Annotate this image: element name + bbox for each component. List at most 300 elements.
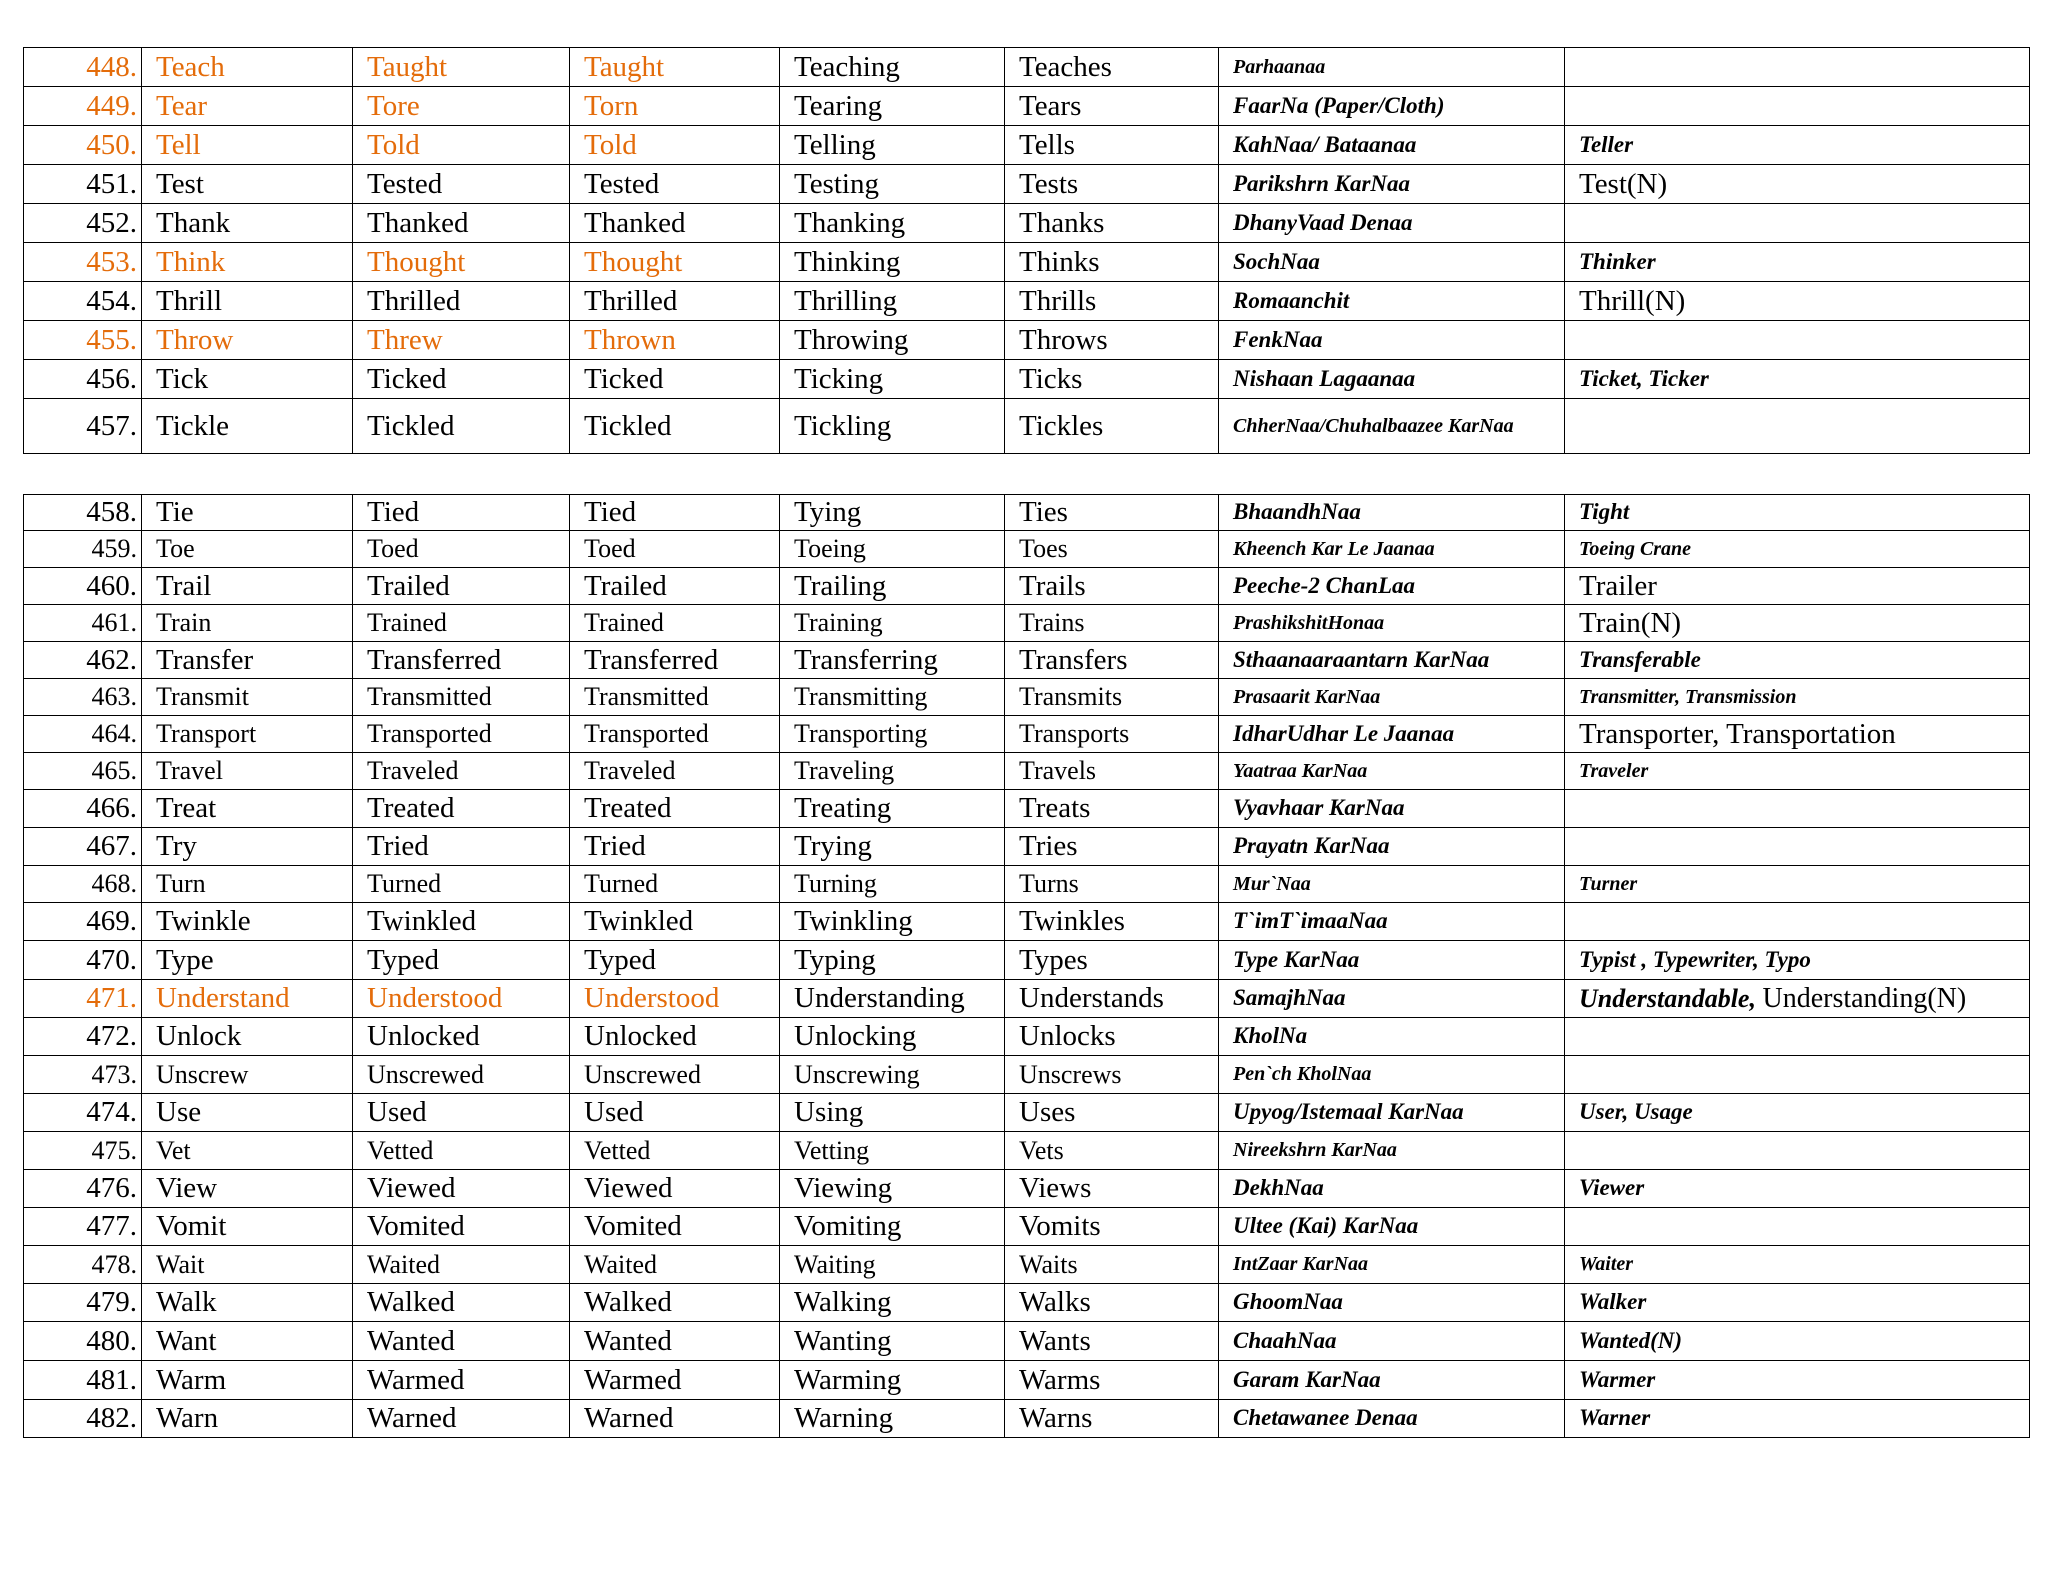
num-cell: 482. [24, 1400, 142, 1438]
verb-row [24, 753, 2030, 790]
present-participle-cell: Twinkling [780, 903, 1005, 941]
third-person-cell: Teaches [1005, 48, 1219, 87]
hindi-meaning-cell: Prasaarit KarNaa [1219, 679, 1565, 716]
hindi-meaning-cell: PrashikshitHonaa [1219, 605, 1565, 642]
past-tense-cell: Walked [353, 1284, 570, 1322]
hindi-meaning-cell: Kheench Kar Le Jaanaa [1219, 531, 1565, 568]
verb-row [24, 866, 2030, 903]
hindi-meaning-cell: IntZaar KarNaa [1219, 1246, 1565, 1284]
base-form-cell: Treat [142, 790, 353, 828]
third-person-cell: Trains [1005, 605, 1219, 642]
related-words-cell [1565, 980, 2030, 1018]
verb-row [24, 204, 2030, 243]
third-person-cell: Throws [1005, 321, 1219, 360]
hindi-meaning-cell: Parhaanaa [1219, 48, 1565, 87]
hindi-meaning-cell: FaarNa (Paper/Cloth) [1219, 87, 1565, 126]
related-words-cell: Transmitter, Transmission [1565, 679, 2030, 716]
num-cell: 479. [24, 1284, 142, 1322]
related-words-bold: Understandable, [1579, 983, 1756, 1013]
present-participle-cell: Thrilling [780, 282, 1005, 321]
hindi-meaning-cell: KholNa [1219, 1018, 1565, 1056]
verb-table-1 [23, 47, 2030, 454]
num-cell: 453. [24, 243, 142, 282]
hindi-meaning-cell: Ultee (Kai) KarNaa [1219, 1208, 1565, 1246]
past-participle-cell: Thanked [570, 204, 780, 243]
past-participle-cell: Vomited [570, 1208, 780, 1246]
verb-row [24, 980, 2030, 1018]
present-participle-cell: Tearing [780, 87, 1005, 126]
present-participle-cell: Unlocking [780, 1018, 1005, 1056]
past-participle-cell: Toed [570, 531, 780, 568]
hindi-meaning-cell: Pen`ch KholNaa [1219, 1056, 1565, 1094]
past-tense-cell: Told [353, 126, 570, 165]
verb-table-1-body [24, 48, 2030, 454]
past-participle-cell: Thrilled [570, 282, 780, 321]
hindi-meaning-cell: Nireekshrn KarNaa [1219, 1132, 1565, 1170]
related-words-cell: Trailer [1565, 568, 2030, 605]
num-cell: 465. [24, 753, 142, 790]
related-words-cell [1565, 204, 2030, 243]
past-tense-cell: Vomited [353, 1208, 570, 1246]
past-tense-cell: Unlocked [353, 1018, 570, 1056]
hindi-meaning-cell: Yaatraa KarNaa [1219, 753, 1565, 790]
third-person-cell: Understands [1005, 980, 1219, 1018]
base-form-cell: Vet [142, 1132, 353, 1170]
past-tense-cell: Warmed [353, 1361, 570, 1400]
verb-row [24, 1400, 2030, 1438]
third-person-cell: Transports [1005, 716, 1219, 753]
present-participle-cell: Vomiting [780, 1208, 1005, 1246]
past-participle-cell: Understood [570, 980, 780, 1018]
hindi-meaning-cell: ChherNaa/Chuhalbaazee KarNaa [1219, 399, 1565, 454]
hindi-meaning-cell: DhanyVaad Denaa [1219, 204, 1565, 243]
third-person-cell: Thinks [1005, 243, 1219, 282]
related-words-cell: Warner [1565, 1400, 2030, 1438]
related-words-cell: Turner [1565, 866, 2030, 903]
third-person-cell: Tears [1005, 87, 1219, 126]
base-form-cell: Use [142, 1094, 353, 1132]
third-person-cell: Warns [1005, 1400, 1219, 1438]
past-participle-cell: Transmitted [570, 679, 780, 716]
third-person-cell: Trails [1005, 568, 1219, 605]
past-tense-cell: Transferred [353, 642, 570, 679]
base-form-cell: Thank [142, 204, 353, 243]
third-person-cell: Transfers [1005, 642, 1219, 679]
hindi-meaning-cell: IdharUdhar Le Jaanaa [1219, 716, 1565, 753]
related-words-cell: Waiter [1565, 1246, 2030, 1284]
past-tense-cell: Taught [353, 48, 570, 87]
verb-row [24, 1094, 2030, 1132]
present-participle-cell: Testing [780, 165, 1005, 204]
verb-row [24, 828, 2030, 866]
verb-row [24, 495, 2030, 531]
verb-row [24, 360, 2030, 399]
past-tense-cell: Ticked [353, 360, 570, 399]
third-person-cell: Waits [1005, 1246, 1219, 1284]
base-form-cell: Tear [142, 87, 353, 126]
past-tense-cell: Vetted [353, 1132, 570, 1170]
past-tense-cell: Traveled [353, 753, 570, 790]
related-words-cell: Warmer [1565, 1361, 2030, 1400]
third-person-cell: Vomits [1005, 1208, 1219, 1246]
third-person-cell: Ticks [1005, 360, 1219, 399]
third-person-cell: Unlocks [1005, 1018, 1219, 1056]
past-tense-cell: Trailed [353, 568, 570, 605]
past-tense-cell: Turned [353, 866, 570, 903]
base-form-cell: Tie [142, 495, 353, 531]
base-form-cell: Unscrew [142, 1056, 353, 1094]
past-participle-cell: Tried [570, 828, 780, 866]
base-form-cell: Throw [142, 321, 353, 360]
hindi-meaning-cell: Type KarNaa [1219, 941, 1565, 980]
past-tense-cell: Thought [353, 243, 570, 282]
related-words-cell [1565, 1018, 2030, 1056]
related-words-cell: Tight [1565, 495, 2030, 531]
past-participle-cell: Viewed [570, 1170, 780, 1208]
base-form-cell: Want [142, 1322, 353, 1361]
past-tense-cell: Transported [353, 716, 570, 753]
third-person-cell: Tries [1005, 828, 1219, 866]
past-participle-cell: Walked [570, 1284, 780, 1322]
third-person-cell: Tells [1005, 126, 1219, 165]
third-person-cell: Thanks [1005, 204, 1219, 243]
related-words-cell [1565, 903, 2030, 941]
related-words-cell: Transporter, Transportation [1565, 716, 2030, 753]
base-form-cell: Trail [142, 568, 353, 605]
related-words-cell [1565, 1132, 2030, 1170]
past-tense-cell: Thrilled [353, 282, 570, 321]
present-participle-cell: Teaching [780, 48, 1005, 87]
related-words-cell: Wanted(N) [1565, 1322, 2030, 1361]
num-cell: 470. [24, 941, 142, 980]
related-words-cell: Thrill(N) [1565, 282, 2030, 321]
past-participle-cell: Unlocked [570, 1018, 780, 1056]
present-participle-cell: Transporting [780, 716, 1005, 753]
related-words-cell [1565, 828, 2030, 866]
hindi-meaning-cell: Upyog/Istemaal KarNaa [1219, 1094, 1565, 1132]
hindi-meaning-cell: Prayatn KarNaa [1219, 828, 1565, 866]
present-participle-cell: Thanking [780, 204, 1005, 243]
related-words-cell [1565, 87, 2030, 126]
base-form-cell: Thrill [142, 282, 353, 321]
hindi-meaning-cell: BhaandhNaa [1219, 495, 1565, 531]
hindi-meaning-cell: Parikshrn KarNaa [1219, 165, 1565, 204]
past-tense-cell: Treated [353, 790, 570, 828]
verb-row [24, 531, 2030, 568]
verb-row [24, 126, 2030, 165]
past-tense-cell: Tried [353, 828, 570, 866]
hindi-meaning-cell: GhoomNaa [1219, 1284, 1565, 1322]
base-form-cell: Train [142, 605, 353, 642]
past-tense-cell: Tested [353, 165, 570, 204]
hindi-meaning-cell: T`imT`imaaNaa [1219, 903, 1565, 941]
verb-row [24, 1208, 2030, 1246]
base-form-cell: Teach [142, 48, 353, 87]
past-tense-cell: Typed [353, 941, 570, 980]
present-participle-cell: Treating [780, 790, 1005, 828]
third-person-cell: Ties [1005, 495, 1219, 531]
hindi-meaning-cell: SochNaa [1219, 243, 1565, 282]
verb-row [24, 48, 2030, 87]
past-participle-cell: Tied [570, 495, 780, 531]
hindi-meaning-cell: FenkNaa [1219, 321, 1565, 360]
past-participle-cell: Wanted [570, 1322, 780, 1361]
num-cell: 448. [24, 48, 142, 87]
related-words-cell: Test(N) [1565, 165, 2030, 204]
present-participle-cell: Warming [780, 1361, 1005, 1400]
num-cell: 450. [24, 126, 142, 165]
base-form-cell: Travel [142, 753, 353, 790]
past-participle-cell: Ticked [570, 360, 780, 399]
base-form-cell: Test [142, 165, 353, 204]
base-form-cell: Turn [142, 866, 353, 903]
present-participle-cell: Walking [780, 1284, 1005, 1322]
hindi-meaning-cell: Garam KarNaa [1219, 1361, 1565, 1400]
related-words-cell: Ticket, Ticker [1565, 360, 2030, 399]
verb-row [24, 1361, 2030, 1400]
verb-row [24, 243, 2030, 282]
present-participle-cell: Tickling [780, 399, 1005, 454]
num-cell: 481. [24, 1361, 142, 1400]
present-participle-cell: Transmitting [780, 679, 1005, 716]
past-participle-cell: Vetted [570, 1132, 780, 1170]
verb-table-2-body [24, 495, 2030, 1438]
hindi-meaning-cell: Vyavhaar KarNaa [1219, 790, 1565, 828]
past-tense-cell: Tickled [353, 399, 570, 454]
hindi-meaning-cell: Peeche-2 ChanLaa [1219, 568, 1565, 605]
verb-row [24, 87, 2030, 126]
verb-row [24, 282, 2030, 321]
hindi-meaning-cell: DekhNaa [1219, 1170, 1565, 1208]
base-form-cell: Warn [142, 1400, 353, 1438]
verb-row [24, 1132, 2030, 1170]
base-form-cell: Think [142, 243, 353, 282]
verb-row [24, 1056, 2030, 1094]
present-participle-cell: Training [780, 605, 1005, 642]
base-form-cell: Wait [142, 1246, 353, 1284]
base-form-cell: Understand [142, 980, 353, 1018]
past-participle-cell: Warned [570, 1400, 780, 1438]
hindi-meaning-cell: SamajhNaa [1219, 980, 1565, 1018]
num-cell: 452. [24, 204, 142, 243]
past-participle-cell: Warmed [570, 1361, 780, 1400]
present-participle-cell: Waiting [780, 1246, 1005, 1284]
verb-row [24, 1284, 2030, 1322]
related-words-cell: Teller [1565, 126, 2030, 165]
related-words-cell: Viewer [1565, 1170, 2030, 1208]
num-cell: 467. [24, 828, 142, 866]
third-person-cell: Views [1005, 1170, 1219, 1208]
num-cell: 474. [24, 1094, 142, 1132]
verb-row [24, 321, 2030, 360]
past-tense-cell: Trained [353, 605, 570, 642]
past-participle-cell: Waited [570, 1246, 780, 1284]
present-participle-cell: Using [780, 1094, 1005, 1132]
present-participle-cell: Vetting [780, 1132, 1005, 1170]
past-participle-cell: Torn [570, 87, 780, 126]
past-participle-cell: Typed [570, 941, 780, 980]
hindi-meaning-cell: Chetawanee Denaa [1219, 1400, 1565, 1438]
base-form-cell: Walk [142, 1284, 353, 1322]
related-words-cell: Toeing Crane [1565, 531, 2030, 568]
num-cell: 460. [24, 568, 142, 605]
present-participle-cell: Traveling [780, 753, 1005, 790]
related-words-cell: Thinker [1565, 243, 2030, 282]
past-tense-cell: Unscrewed [353, 1056, 570, 1094]
base-form-cell: Unlock [142, 1018, 353, 1056]
hindi-meaning-cell: Romaanchit [1219, 282, 1565, 321]
hindi-meaning-cell: Mur`Naa [1219, 866, 1565, 903]
related-words-cell [1565, 399, 2030, 454]
present-participle-cell: Turning [780, 866, 1005, 903]
hindi-meaning-cell: KahNaa/ Bataanaa [1219, 126, 1565, 165]
past-participle-cell: Thrown [570, 321, 780, 360]
related-words-cell: User, Usage [1565, 1094, 2030, 1132]
past-tense-cell: Tied [353, 495, 570, 531]
num-cell: 462. [24, 642, 142, 679]
past-participle-cell: Trailed [570, 568, 780, 605]
past-participle-cell: Thought [570, 243, 780, 282]
num-cell: 477. [24, 1208, 142, 1246]
past-tense-cell: Threw [353, 321, 570, 360]
past-tense-cell: Waited [353, 1246, 570, 1284]
present-participle-cell: Warning [780, 1400, 1005, 1438]
base-form-cell: Warm [142, 1361, 353, 1400]
hindi-meaning-cell: Nishaan Lagaanaa [1219, 360, 1565, 399]
present-participle-cell: Viewing [780, 1170, 1005, 1208]
past-participle-cell: Trained [570, 605, 780, 642]
present-participle-cell: Tying [780, 495, 1005, 531]
related-words-plain: Understanding(N) [1762, 982, 1967, 1014]
past-tense-cell: Viewed [353, 1170, 570, 1208]
present-participle-cell: Thinking [780, 243, 1005, 282]
num-cell: 454. [24, 282, 142, 321]
base-form-cell: Tell [142, 126, 353, 165]
num-cell: 464. [24, 716, 142, 753]
base-form-cell: Tick [142, 360, 353, 399]
related-words-cell: Typist , Typewriter, Typo [1565, 941, 2030, 980]
third-person-cell: Wants [1005, 1322, 1219, 1361]
past-participle-cell: Twinkled [570, 903, 780, 941]
past-participle-cell: Tested [570, 165, 780, 204]
past-tense-cell: Wanted [353, 1322, 570, 1361]
num-cell: 456. [24, 360, 142, 399]
present-participle-cell: Ticking [780, 360, 1005, 399]
past-tense-cell: Warned [353, 1400, 570, 1438]
hindi-meaning-cell: Sthaanaaraantarn KarNaa [1219, 642, 1565, 679]
present-participle-cell: Telling [780, 126, 1005, 165]
verb-row [24, 679, 2030, 716]
related-words-cell [1565, 48, 2030, 87]
past-tense-cell: Used [353, 1094, 570, 1132]
third-person-cell: Vets [1005, 1132, 1219, 1170]
present-participle-cell: Transferring [780, 642, 1005, 679]
past-participle-cell: Transported [570, 716, 780, 753]
num-cell: 449. [24, 87, 142, 126]
past-participle-cell: Transferred [570, 642, 780, 679]
num-cell: 471. [24, 980, 142, 1018]
past-participle-cell: Told [570, 126, 780, 165]
third-person-cell: Turns [1005, 866, 1219, 903]
num-cell: 469. [24, 903, 142, 941]
base-form-cell: Toe [142, 531, 353, 568]
verb-row [24, 1322, 2030, 1361]
present-participle-cell: Unscrewing [780, 1056, 1005, 1094]
verb-row [24, 790, 2030, 828]
third-person-cell: Tickles [1005, 399, 1219, 454]
verb-row [24, 568, 2030, 605]
base-form-cell: Try [142, 828, 353, 866]
third-person-cell: Thrills [1005, 282, 1219, 321]
base-form-cell: Tickle [142, 399, 353, 454]
past-tense-cell: Tore [353, 87, 570, 126]
past-participle-cell: Taught [570, 48, 780, 87]
num-cell: 476. [24, 1170, 142, 1208]
present-participle-cell: Typing [780, 941, 1005, 980]
num-cell: 455. [24, 321, 142, 360]
third-person-cell: Uses [1005, 1094, 1219, 1132]
base-form-cell: Vomit [142, 1208, 353, 1246]
num-cell: 458. [24, 495, 142, 531]
past-tense-cell: Understood [353, 980, 570, 1018]
verb-row [24, 642, 2030, 679]
past-participle-cell: Unscrewed [570, 1056, 780, 1094]
related-words-cell [1565, 1056, 2030, 1094]
num-cell: 463. [24, 679, 142, 716]
past-participle-cell: Used [570, 1094, 780, 1132]
related-words-cell: Traveler [1565, 753, 2030, 790]
present-participle-cell: Understanding [780, 980, 1005, 1018]
verb-row [24, 941, 2030, 980]
past-tense-cell: Toed [353, 531, 570, 568]
num-cell: 459. [24, 531, 142, 568]
present-participle-cell: Trailing [780, 568, 1005, 605]
verb-row [24, 605, 2030, 642]
past-tense-cell: Transmitted [353, 679, 570, 716]
third-person-cell: Unscrews [1005, 1056, 1219, 1094]
verb-row [24, 1246, 2030, 1284]
verb-row [24, 1018, 2030, 1056]
past-participle-cell: Turned [570, 866, 780, 903]
base-form-cell: Transmit [142, 679, 353, 716]
num-cell: 472. [24, 1018, 142, 1056]
base-form-cell: View [142, 1170, 353, 1208]
hindi-meaning-cell: ChaahNaa [1219, 1322, 1565, 1361]
related-words-cell: Transferable [1565, 642, 2030, 679]
verb-row [24, 716, 2030, 753]
present-participle-cell: Toeing [780, 531, 1005, 568]
related-words-cell: Walker [1565, 1284, 2030, 1322]
base-form-cell: Transfer [142, 642, 353, 679]
third-person-cell: Tests [1005, 165, 1219, 204]
num-cell: 478. [24, 1246, 142, 1284]
verb-row [24, 903, 2030, 941]
base-form-cell: Twinkle [142, 903, 353, 941]
related-words-cell [1565, 321, 2030, 360]
num-cell: 475. [24, 1132, 142, 1170]
third-person-cell: Warms [1005, 1361, 1219, 1400]
past-participle-cell: Tickled [570, 399, 780, 454]
verb-row [24, 399, 2030, 454]
verb-row [24, 1170, 2030, 1208]
num-cell: 466. [24, 790, 142, 828]
num-cell: 468. [24, 866, 142, 903]
third-person-cell: Twinkles [1005, 903, 1219, 941]
num-cell: 457. [24, 399, 142, 454]
past-tense-cell: Thanked [353, 204, 570, 243]
past-participle-cell: Treated [570, 790, 780, 828]
verb-row [24, 165, 2030, 204]
